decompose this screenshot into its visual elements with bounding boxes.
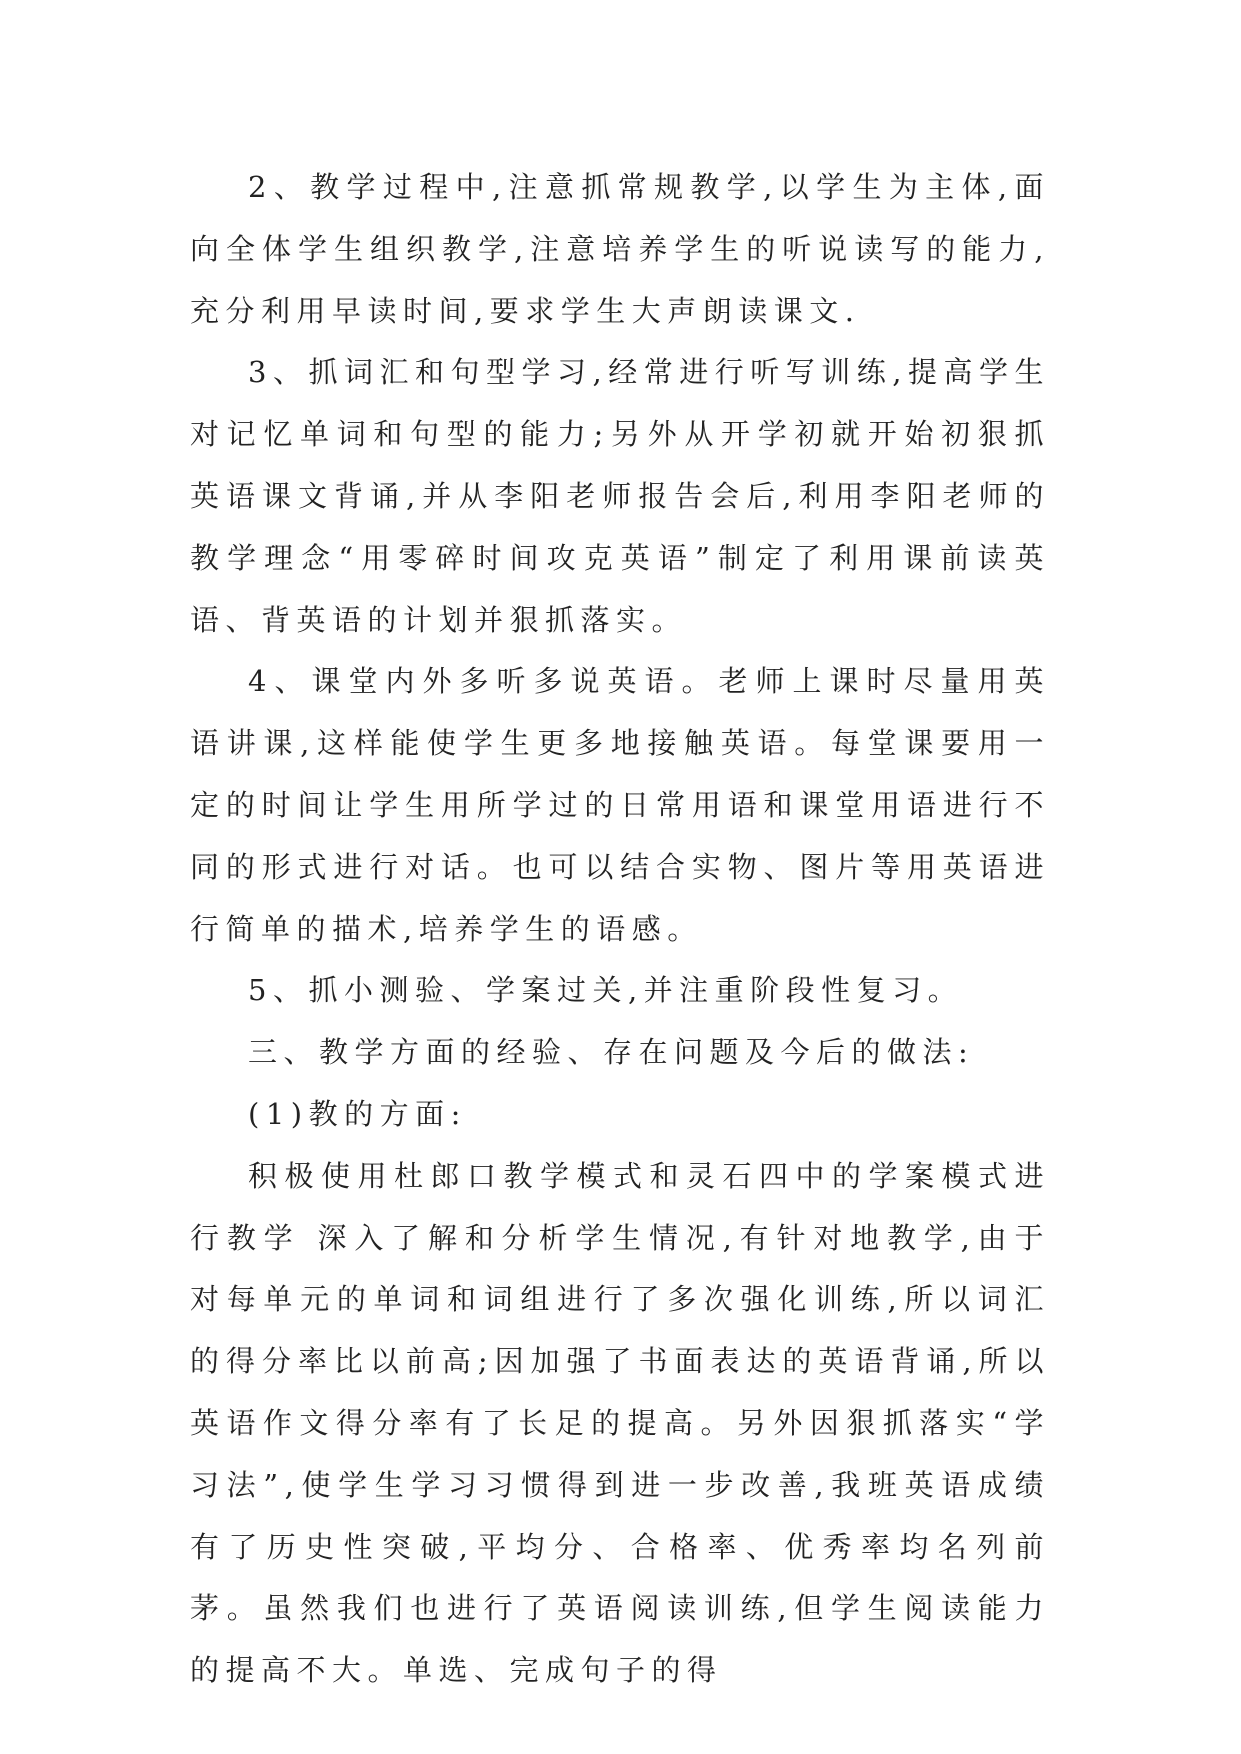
body-paragraph: 积极使用杜郎口教学模式和灵石四中的学案模式进行教学 深入了解和分析学生情况,有针对地教学,由于对每单元的单词和词组进行了多次强化训练,所以词汇的得分率比以前高;因加强了书面表达的英语背诵,所以英语作文得分率有了长足的提高。另外因狠抓落实“学习法”,使学生学习习惯得到进一步改善,我班英语成绩有了历史性突破,平均分、合格率、优秀率均名列前茅。虽然我们也进行了英语阅读训练,但学生阅读能力的提高不大。单选、完成句子的得 <box>190 1158 1050 1688</box>
document-body <box>190 157 1050 1702</box>
paragraph-item-5: 5、抓小测验、学案过关,并注重阶段性复习。 <box>248 973 964 1008</box>
subsection-heading-1: (1)教的方面: <box>248 1096 467 1131</box>
paragraph-item-4: 4、课堂内外多听多说英语。老师上课时尽量用英语讲课,这样能使学生更多地接触英语。每堂课要用一定的时间让学生用所学过的日常用语和课堂用语进行不同的形式进行对话。也可以结合实物、图片等用英语进行简单的描术,培养学生的语感。 <box>190 664 1050 946</box>
paragraph-item-2: 2、教学过程中,注意抓常规教学,以学生为主体,面向全体学生组织教学,注意培养学生的听说读写的能力,充分利用早读时间,要求学生大声朗读课文. <box>190 170 1050 328</box>
section-heading-3: 三、教学方面的经验、存在问题及今后的做法: <box>248 1035 975 1070</box>
paragraph-item-3: 3、抓词汇和句型学习,经常进行听写训练,提高学生对记忆单词和句型的能力;另外从开学初就开始初狠抓英语课文背诵,并从李阳老师报告会后,利用李阳老师的教学理念“用零碎时间攻克英语”制定了利用课前读英语、背英语的计划并狠抓落实。 <box>190 355 1050 637</box>
